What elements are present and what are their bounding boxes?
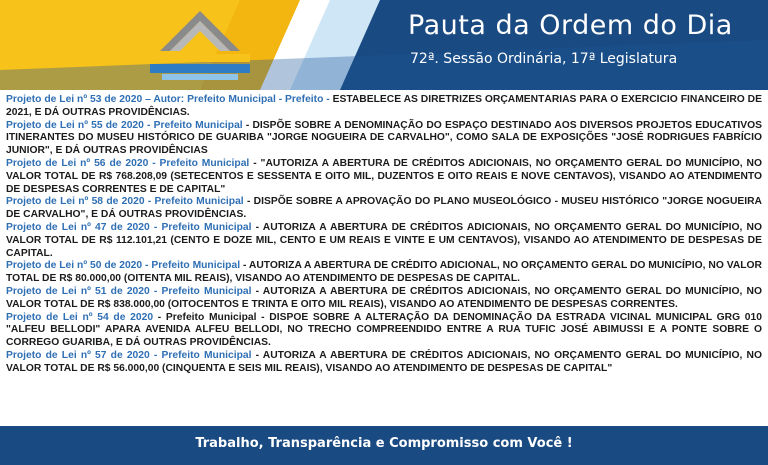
agenda-item: [6, 222, 762, 260]
bill-reference: Projeto de Lei nº 51 de 2020 - Prefeito Municipal: [6, 285, 252, 297]
header-banner: [0, 0, 768, 90]
bill-reference: Projeto de Lei nº 50 de 2020 - Prefeito Municipal: [6, 260, 241, 272]
session-subtitle: 72ª. Sessão Ordinária, 17ª Legislatura: [410, 51, 678, 67]
bill-description: - AUTORIZA A ABERTURA DE CRÉDITOS ADICIONAIS, NO ORÇAMENTO GERAL DO MUNICÍPIO, NO VALOR TOTAL DE R$ 112.101,21 (CENTO E DOZE MIL, CENTO E UM REAIS E VINTE E UM CENTAVOS), VISANDO AO ATENDIMENTO DE DESPESAS DE CAPITAL.: [6, 221, 762, 259]
bill-reference: Projeto de Lei nº 58 de 2020 - Prefeito Municipal: [6, 196, 244, 208]
bill-description: - DISPÕE SOBRE A DENOMINAÇÃO DO ESPAÇO DESTINADO AOS DIVERSOS PROJETOS EDUCATIVOS ITINERANTES DO MUSEU HISTÓRICO DE GUARIBA "JORGE NOGUEIRA DE CARVALHO", COMO SALA DE EXPOSIÇÕES "JOSÉ RODRIGUES FABRÍCIO JUNIOR", E DÁ OUTRAS PROVIDÊNCIAS: [6, 119, 762, 157]
agenda-item: [6, 350, 762, 376]
bill-description: - AUTORIZA A ABERTURA DE CRÉDITO ADICIONAL, NO ORÇAMENTO GERAL DO MUNICÍPIO, NO VALOR TOTAL DE R$ 80.000,00 (OITENTA MIL REAIS), VISANDO AO ATENDIMENTO DE DESPESAS DE CAPITAL.: [6, 260, 762, 285]
agenda-item: [6, 196, 762, 222]
bill-reference: Projeto de Lei nº 56 de 2020 - Prefeito Municipal: [6, 157, 250, 169]
agenda-item: [6, 158, 762, 196]
bill-reference: Projeto de Lei nº 55 de 2020 - Prefeito Municipal: [6, 119, 243, 131]
footer-slogan: Trabalho, Transparência e Compromisso com Você !: [195, 436, 573, 451]
agenda-item: [6, 286, 762, 312]
bill-description: - "AUTORIZA A ABERTURA DE CRÉDITOS ADICIONAIS, NO ORÇAMENTO GERAL DO MUNICÍPIO, NO VALOR TOTAL DE R$ 768.208,09 (SETECENTOS E SESSENTA E OITO MIL, DUZENTOS E OITO REAIS E NOVE CENTAVOS), VISANDO AO ATENDIMENTO DE DESPESAS CORRENTES E DE CAPITAL": [6, 157, 762, 195]
agenda-list: [6, 94, 762, 420]
bill-reference: Projeto de Lei nº 57 de 2020 - Prefeito Municipal: [6, 349, 252, 361]
bill-description: - AUTORIZA A ABERTURA DE CRÉDITOS ADICIONAIS, NO ORÇAMENTO GERAL DO MUNICÍPIO, NO VALOR TOTAL DE R$ 838.000,00 (OITOCENTOS E TRINTA E OITO MIL REAIS), VISANDO AO ATENDIMENTO DE DESPESAS CORRENTES.: [6, 285, 762, 310]
bill-description: - AUTORIZA A ABERTURA DE CRÉDITOS ADICIONAIS, NO ORÇAMENTO GERAL DO MUNICÍPIO, NO VALOR TOTAL DE R$ 56.000,00 (CINQUENTA E SEIS MIL REAIS), VISANDO AO ATENDIMENTO DE DESPESAS DE CAPITAL": [6, 349, 762, 374]
bill-description: ESTABELECE AS DIRETRIZES ORÇAMENTÁRIAS PARA O EXERCÍCIO FINANCEIRO DE 2021, E DÁ OUTRAS PROVIDÊNCIAS.: [6, 94, 762, 118]
page-title: Pauta da Ordem do Dia: [408, 10, 733, 41]
bill-description: - DISPÕE SOBRE A APROVAÇÃO DO PLANO MUSEOLÓGICO - MUSEU HISTÓRICO "JORGE NOGUEIRA DE CARVALHO", E DÁ OUTRAS PROVIDÊNCIAS.: [6, 196, 762, 221]
agenda-item: [6, 120, 762, 158]
agenda-item: [6, 260, 762, 286]
bill-reference: Projeto de Lei nº 54 de 2020: [6, 311, 154, 323]
bill-reference: Projeto de Lei nº 47 de 2020 - Prefeito Municipal: [6, 221, 252, 233]
agenda-item: [6, 94, 762, 120]
footer-bar: [0, 426, 768, 465]
agenda-item: [6, 312, 762, 350]
bill-reference: Projeto de Lei nº 53 de 2020 – Autor: Prefeito Municipal - Prefeito -: [6, 94, 333, 105]
bill-description: - Prefeito Municipal - DISPOE SOBRE A ALTERAÇÃO DA DENOMINAÇÃO DA ESTRADA VICINAL MUNICIPAL GRG 010 "ALFEU BELLODI" APARA AVENIDA ALFEU BELLODI, NO TRECHO COMPREENDIDO ENTRE A RUA TUFIC JOSÉ ABIMUSSI E A PONTE SOBRE O CORREGO GUARIBA, E DÁ OUTRAS PROVIDÊNCIAS.: [6, 311, 762, 349]
